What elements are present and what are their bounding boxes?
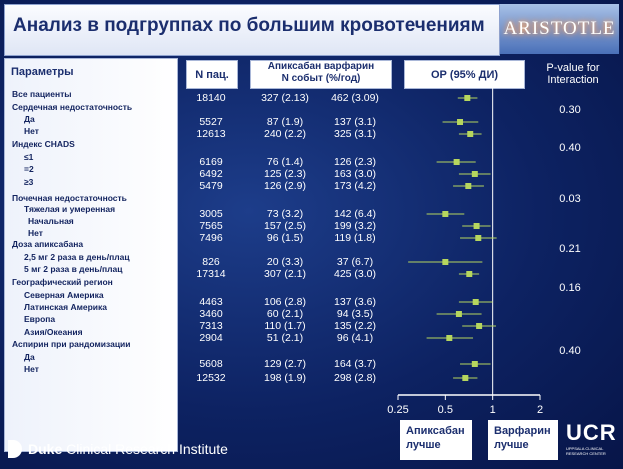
or-marker [464,95,470,101]
cell-warf: 199 (3.2) [333,220,377,232]
param-label: Тяжелая и умеренная [24,204,116,214]
logo-text: ARISTOTLE [503,18,616,39]
cell-apix: 110 (1.7) [264,320,306,332]
events-header-line2: N событ (%/год) [281,73,361,84]
cell-warf: 119 (1.8) [334,232,376,244]
cell-n: 6169 [199,156,223,168]
cell-warf: 94 (3.5) [336,308,374,320]
param-label: ≤1 [24,152,34,162]
cell-warf: 163 (3.0) [333,168,377,180]
cell-warf: 96 (4.1) [336,332,374,344]
cell-warf: 425 (3.0) [333,268,377,280]
param-label: Географический регион [12,277,113,287]
cell-n: 7313 [199,320,223,332]
param-label: Доза апиксабана [12,239,84,249]
slide-title: Анализ в подгруппах по большим кровотечениям [13,15,485,36]
cell-n: 4463 [199,296,223,308]
ucr-subtitle: UPPSALA CLINICAL RESEARCH CENTER [566,446,606,456]
param-label: Азия/Океания [24,327,83,337]
cell-warf: 325 (3.1) [333,128,377,140]
or-marker [442,211,448,217]
cell-apix: 307 (2.1) [263,268,307,280]
x-tick-label: 2 [536,404,544,416]
cell-apix: 327 (2.13) [261,92,309,104]
cell-n: 7565 [199,220,223,232]
or-header: ОР (95% ДИ) [404,60,525,89]
p-value: 0.40 [559,345,581,357]
param-label: Почечная недостаточность [12,193,127,203]
param-label: =2 [24,164,34,174]
cell-warf: 142 (6.4) [333,208,377,220]
param-label: Северная Америка [24,290,104,300]
or-marker [475,235,481,241]
x-tick-label: 1 [489,404,496,416]
p-value: 0.03 [559,193,581,205]
warfarin-better-label: Варфарин лучше [488,420,558,460]
cell-n: 6492 [199,168,223,180]
duke-rest: Clinical Research Institute [66,441,228,457]
duke-bold: Duke [28,441,63,457]
p-header-line2: Interaction [547,74,599,86]
cell-apix: 51 (2.1) [266,332,304,344]
p-value: 0.21 [559,243,581,255]
cell-apix: 76 (1.4) [266,156,304,168]
cell-n: 5479 [199,180,223,192]
cell-warf: 462 (3.09) [331,92,379,104]
cell-apix: 126 (2.9) [263,180,307,192]
or-marker [465,183,471,189]
or-marker [466,271,472,277]
params-header: Параметры [11,66,74,78]
cell-n: 12532 [196,372,226,384]
or-marker [476,323,482,329]
param-label: Сердечная недостаточность [12,102,133,112]
cell-apix: 20 (3.3) [266,256,304,268]
or-marker [446,335,452,341]
param-label: Нет [28,228,43,238]
or-marker [462,375,468,381]
param-label: 2,5 мг 2 раза в день/плац [24,252,130,262]
cell-apix: 129 (2.7) [263,358,307,370]
cell-warf: 298 (2.8) [333,372,377,384]
ucr-letters: UCR [566,420,617,445]
x-tick-label: 0.5 [437,404,453,416]
cell-warf: 164 (3.7) [333,358,377,370]
param-label: Все пациенты [12,89,72,99]
cell-apix: 240 (2.2) [263,128,307,140]
cell-n: 12613 [196,128,226,140]
cell-apix: 96 (1.5) [266,232,304,244]
param-label: Да [24,352,35,362]
param-label: Индекс CHADS [12,139,75,149]
or-marker [474,223,480,229]
or-marker [456,311,462,317]
cell-n: 7496 [199,232,223,244]
or-marker [454,159,460,165]
n-header: N пац. [186,60,238,89]
cell-n: 826 [202,256,220,268]
cell-n: 2904 [199,332,223,344]
apixaban-better-label: Апиксабан лучше [400,420,472,460]
p-value: 0.16 [559,282,581,294]
or-marker [442,259,448,265]
cell-apix: 87 (1.9) [266,116,304,128]
cell-n: 17314 [196,268,226,280]
param-label: Европа [24,314,56,324]
p-header-line1: P-value for [546,62,600,74]
cell-apix: 157 (2.5) [263,220,307,232]
or-marker [472,171,478,177]
cell-warf: 126 (2.3) [333,156,377,168]
param-label: Нет [24,364,39,374]
cell-n: 5527 [199,116,223,128]
or-marker [467,131,473,137]
cell-apix: 106 (2.8) [263,296,307,308]
or-marker [473,299,479,305]
or-marker [472,361,478,367]
p-value: 0.40 [559,142,581,154]
duke-d-icon [8,440,22,458]
x-tick-label: 0.25 [387,404,409,416]
param-label: Аспирин при рандомизации [12,339,131,349]
cell-warf: 135 (2.2) [333,320,377,332]
cell-apix: 60 (2.1) [266,308,304,320]
cell-n: 18140 [196,92,226,104]
param-label: ≥3 [24,177,34,187]
cell-apix: 198 (1.9) [263,372,307,384]
cell-warf: 137 (3.6) [333,296,377,308]
p-value: 0.30 [559,104,581,116]
events-header-line1: Апиксабан варфарин [267,61,375,72]
cell-apix: 73 (3.2) [266,208,304,220]
duke-logo [8,440,228,458]
or-marker [457,119,463,125]
cell-warf: 137 (3.1) [333,116,377,128]
cell-n: 3005 [199,208,223,220]
param-label: Да [24,114,35,124]
cell-warf: 173 (4.2) [333,180,377,192]
param-label: Начальная [28,216,74,226]
param-label: Нет [24,126,39,136]
cell-n: 5608 [199,358,223,370]
cell-n: 3460 [199,308,223,320]
param-label: 5 мг 2 раза в день/плац [24,264,123,274]
ucr-logo [566,420,622,456]
cell-warf: 37 (6.7) [336,256,374,268]
cell-apix: 125 (2.3) [263,168,307,180]
param-label: Латинская Америка [24,302,108,312]
